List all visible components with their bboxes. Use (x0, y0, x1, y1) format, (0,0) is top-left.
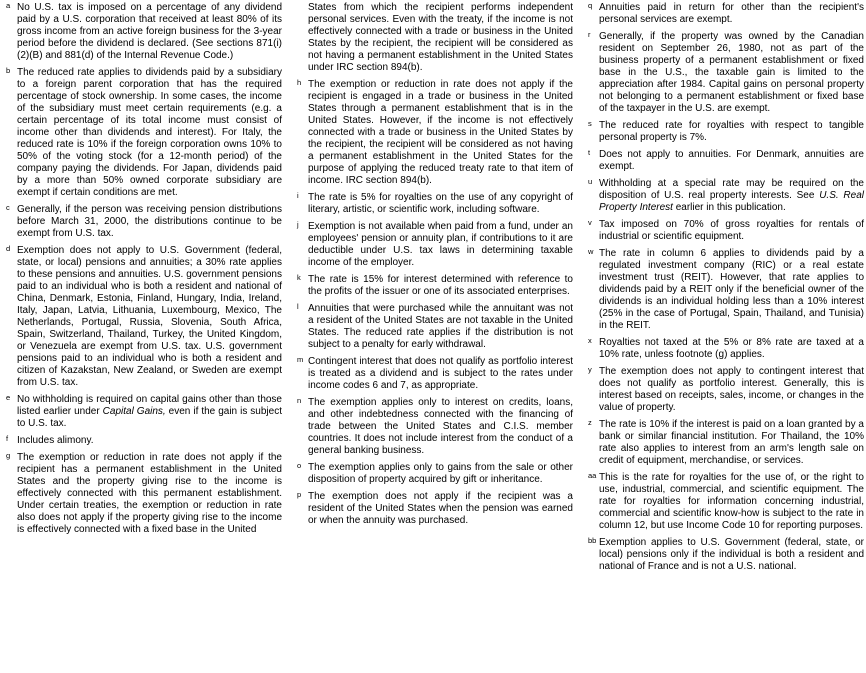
footnote-label: o (297, 461, 302, 470)
footnote (587, 178, 864, 214)
footnote (5, 394, 282, 430)
footnote (296, 462, 573, 486)
footnote (587, 248, 864, 332)
footnote-text-italic: U.S. Real Property Interest (599, 190, 864, 213)
footnote-text: This is the rate for royalties for the use of, or the right to use, industrial, commercial, and scientific equipment. The rate for royalties for information concerning industrial, commercial and scientific know-how is subject to the rate in column 12, but use Income Code 10 for reporting purposes. (599, 472, 864, 531)
footnote-continuation (296, 2, 573, 74)
footnote-text: No U.S. tax is imposed on a percentage of any dividend paid by a U.S. corporation that received at least 80% of its gross income from an active foreign business for the 3-year period before the dividend is declared. (See sections 871(i)(2)(B) and 881(d) of the Internal Revenue Code.) (17, 2, 282, 61)
footnote (587, 337, 864, 361)
footnote (5, 67, 282, 199)
footnote-label: q (588, 1, 593, 10)
footnote-text: The reduced rate applies to dividends paid by a subsidiary to a foreign parent corporation that has the required percentage of stock ownership. In some cases, the income of the subsidiary must meet certain requirements (e.g. a certain percentage of its total income must consist of income other than dividends and interest). For Italy, the reduced rate is 10% if the foreign corporation owns 10% to 50% of the voting stock (for a 12-month period) of the company paying the dividends. For Japan, dividends paid by a more than 50% owned corporate subsidiary are exempt if certain conditions are met. (17, 67, 282, 198)
footnote (587, 472, 864, 532)
footnote-text: The exemption or reduction in rate does not apply if the recipient is engaged in a trade or business in the United States through a permanent establishment that is in the United States. However, if the income is not effectively connected with a trade or business in the United States by the recipient, the recipient will be considered as not having a permanent establishment in the United States for the purpose of applying the reduced treaty rate to that item of income. IRC section 894(b). (308, 79, 573, 186)
footnote (5, 2, 282, 62)
footnote (5, 435, 282, 447)
footnote-text: The rate in column 6 applies to dividends paid by a regulated investment company (RIC) or a real estate investment trust (REIT). However, that rate applies to dividends paid by a REIT only if the beneficial owner of the dividends is an individual holding less than a 10% interest (25% in the case of Portugal, Spain, Thailand, and Tunisia) in the REIT. (599, 248, 864, 331)
footnote-text: Generally, if the person was receiving pension distributions before March 31, 2000, the distributions continue to be exempt from U.S. tax. (17, 204, 282, 239)
footnote-label: m (297, 355, 304, 364)
footnote (587, 537, 864, 573)
footnote-text: earlier in this publication. (672, 202, 786, 213)
footnote (587, 219, 864, 243)
footnote-text: The exemption does not apply to contingent interest that does not qualify as portfolio interest. Generally, this is interest based on receipts, sales, income, or changes in the value of property. (599, 366, 864, 413)
footnote-text: Tax imposed on 70% of gross royalties for rentals of industrial or scientific equipment. (599, 219, 864, 242)
footnotes-column-2 (296, 2, 573, 673)
footnote-text: Annuities paid in return for other than the recipient's personal services are exempt. (599, 2, 864, 25)
footnote-label: k (297, 273, 301, 282)
footnote-text: The exemption applies only to gains from the sale or other disposition of property acquired by gift or inheritance. (308, 462, 573, 485)
footnote-text: Annuities that were purchased while the annuitant was not a resident of the United States are not taxable in the United States. The reduced rate applies if the distribution is not subject to a penalty for early withdrawal. (308, 303, 573, 350)
footnote-text: Withholding at a special rate may be required on the disposition of U.S. real property interests. See (599, 178, 864, 201)
footnote-label: h (297, 78, 302, 87)
footnote (587, 366, 864, 414)
footnote-text: Exemption does not apply to U.S. Government (federal, state, or local) pensions and annuities; a 30% rate applies to these pensions and annuities. U.S. government pensions paid to an individual who is both a resident and national of China, Denmark, Estonia, Finland, Hungary, India, Ireland, Italy, Japan, Latvia, Lithuania, Luxembourg, Mexico, The Netherlands, Portugal, Russia, Slovenia, South Africa, Spain, Switzerland, Thailand, Turkey, the United Kingdom, or Venezuela are exempt from U.S. tax. U.S. government pensions paid to an individual who is both a resident and citizen of Kazakstan, New Zealand, or Sweden are exempt from U.S. tax. (17, 245, 282, 388)
footnote (587, 31, 864, 115)
footnote-label: r (588, 30, 591, 39)
footnote-text: The exemption or reduction in rate does not apply if the recipient has a permanent establishment in the United States and the property giving rise to the income is effectively connected with this permanent establishment. Under certain treaties, the exemption or reduction in rate also does not apply if the property giving rise to the income is effectively connected with a fixed base in the United (17, 452, 282, 535)
footnote-label: n (297, 396, 302, 405)
footnote (5, 452, 282, 536)
footnote-text: The rate is 15% for interest determined with reference to the profits of the issuer or one of its associated enterprises. (308, 274, 573, 297)
footnote-label: g (6, 451, 11, 460)
footnote (296, 356, 573, 392)
footnote (587, 120, 864, 144)
footnote (296, 79, 573, 187)
footnote-label: v (588, 218, 592, 227)
footnote (296, 491, 573, 527)
footnotes-column-1 (5, 2, 282, 673)
footnote-label: x (588, 336, 592, 345)
footnote (5, 204, 282, 240)
footnote (587, 2, 864, 26)
footnote-text: States from which the recipient performs independent personal services. Even with the treaty, if the income is not effectively connected with a trade or business in the United States by the recipient, the recipient will be considered as not having a permanent establishment in the United States under IRC section 894(b). (308, 2, 573, 73)
footnote-label: s (588, 119, 592, 128)
footnote-text: Contingent interest that does not qualify as portfolio interest is treated as a dividend and is subject to the rates under income codes 6 and 7, as appropriate. (308, 356, 573, 391)
footnote-label: a (6, 1, 11, 10)
footnote-text: Generally, if the property was owned by the Canadian resident on September 26, 1980, not as part of the business property of a permanent establishment or fixed base in the U.S., the taxable gain is limited to the appreciation after 1984. Capital gains on personal property not belonging to a permanent establishment or fixed base of the taxpayer in the U.S. are exempt. (599, 31, 864, 114)
footnote-text-italic: Capital Gains, (102, 406, 166, 417)
footnote (296, 397, 573, 457)
footnote-label: f (6, 434, 9, 443)
footnote-label: aa (588, 471, 597, 480)
footnote-label: bb (588, 536, 597, 545)
footnote-label: t (588, 148, 591, 157)
footnote-label: e (6, 393, 11, 402)
footnote-label: j (297, 220, 299, 229)
footnote (296, 192, 573, 216)
footnote (5, 245, 282, 389)
footnote-text: even if the gain is subject to U.S. tax. (17, 406, 282, 429)
footnote (296, 303, 573, 351)
footnote (587, 149, 864, 173)
footnote-label: z (588, 418, 592, 427)
footnote-text: Royalties not taxed at the 5% or 8% rate are taxed at a 10% rate, unless footnote (g) applies. (599, 337, 864, 360)
footnote-text: The exemption does not apply if the recipient was a resident of the United States when the pension was earned or when the annuity was purchased. (308, 491, 573, 526)
footnote-text: Exemption is not available when paid from a fund, under an employees' pension or annuity plan, if contributions to it are deductible under U.S. tax laws in determining taxable income of the employer. (308, 221, 573, 268)
footnote (296, 221, 573, 269)
footnote-label: y (588, 365, 592, 374)
footnote-label: d (6, 244, 11, 253)
footnote (587, 419, 864, 467)
footnote-text: The reduced rate for royalties with respect to tangible personal property is 7%. (599, 120, 864, 143)
footnote-text: Does not apply to annuities. For Denmark, annuities are exempt. (599, 149, 864, 172)
footnote-text: The rate is 10% if the interest is paid on a loan granted by a bank or similar financial institution. For Thailand, the 10% rate also applies to interest from an arm's length sale on credit of equipment, merchandise, or services. (599, 419, 864, 466)
footnote-text: The rate is 5% for royalties on the use of any copyright of literary, artistic, or scientific work, including software. (308, 192, 573, 215)
footnote-text: The exemption applies only to interest on credits, loans, and other indebtedness connected with the financing of trade between the United States and C.I.S. member countries. It does not include interest from the conduct of a general banking business. (308, 397, 573, 456)
footnote-text: No withholding is required on capital gains other than those listed earlier under (17, 394, 282, 417)
footnote-label: i (297, 191, 299, 200)
footnote (296, 274, 573, 298)
footnote-label: c (6, 203, 10, 212)
footnote-label: b (6, 66, 11, 75)
footnotes-column-3 (587, 2, 864, 673)
footnote-label: p (297, 490, 302, 499)
footnote-label: w (588, 247, 594, 256)
footnote-label: u (588, 177, 593, 186)
footnote-text: Includes alimony. (17, 435, 94, 446)
footnote-label: l (297, 302, 299, 311)
footnote-text: Exemption applies to U.S. Government (federal, state, or local) pensions only if the individual is both a resident and national of France and is not a U.S. national. (599, 537, 864, 572)
